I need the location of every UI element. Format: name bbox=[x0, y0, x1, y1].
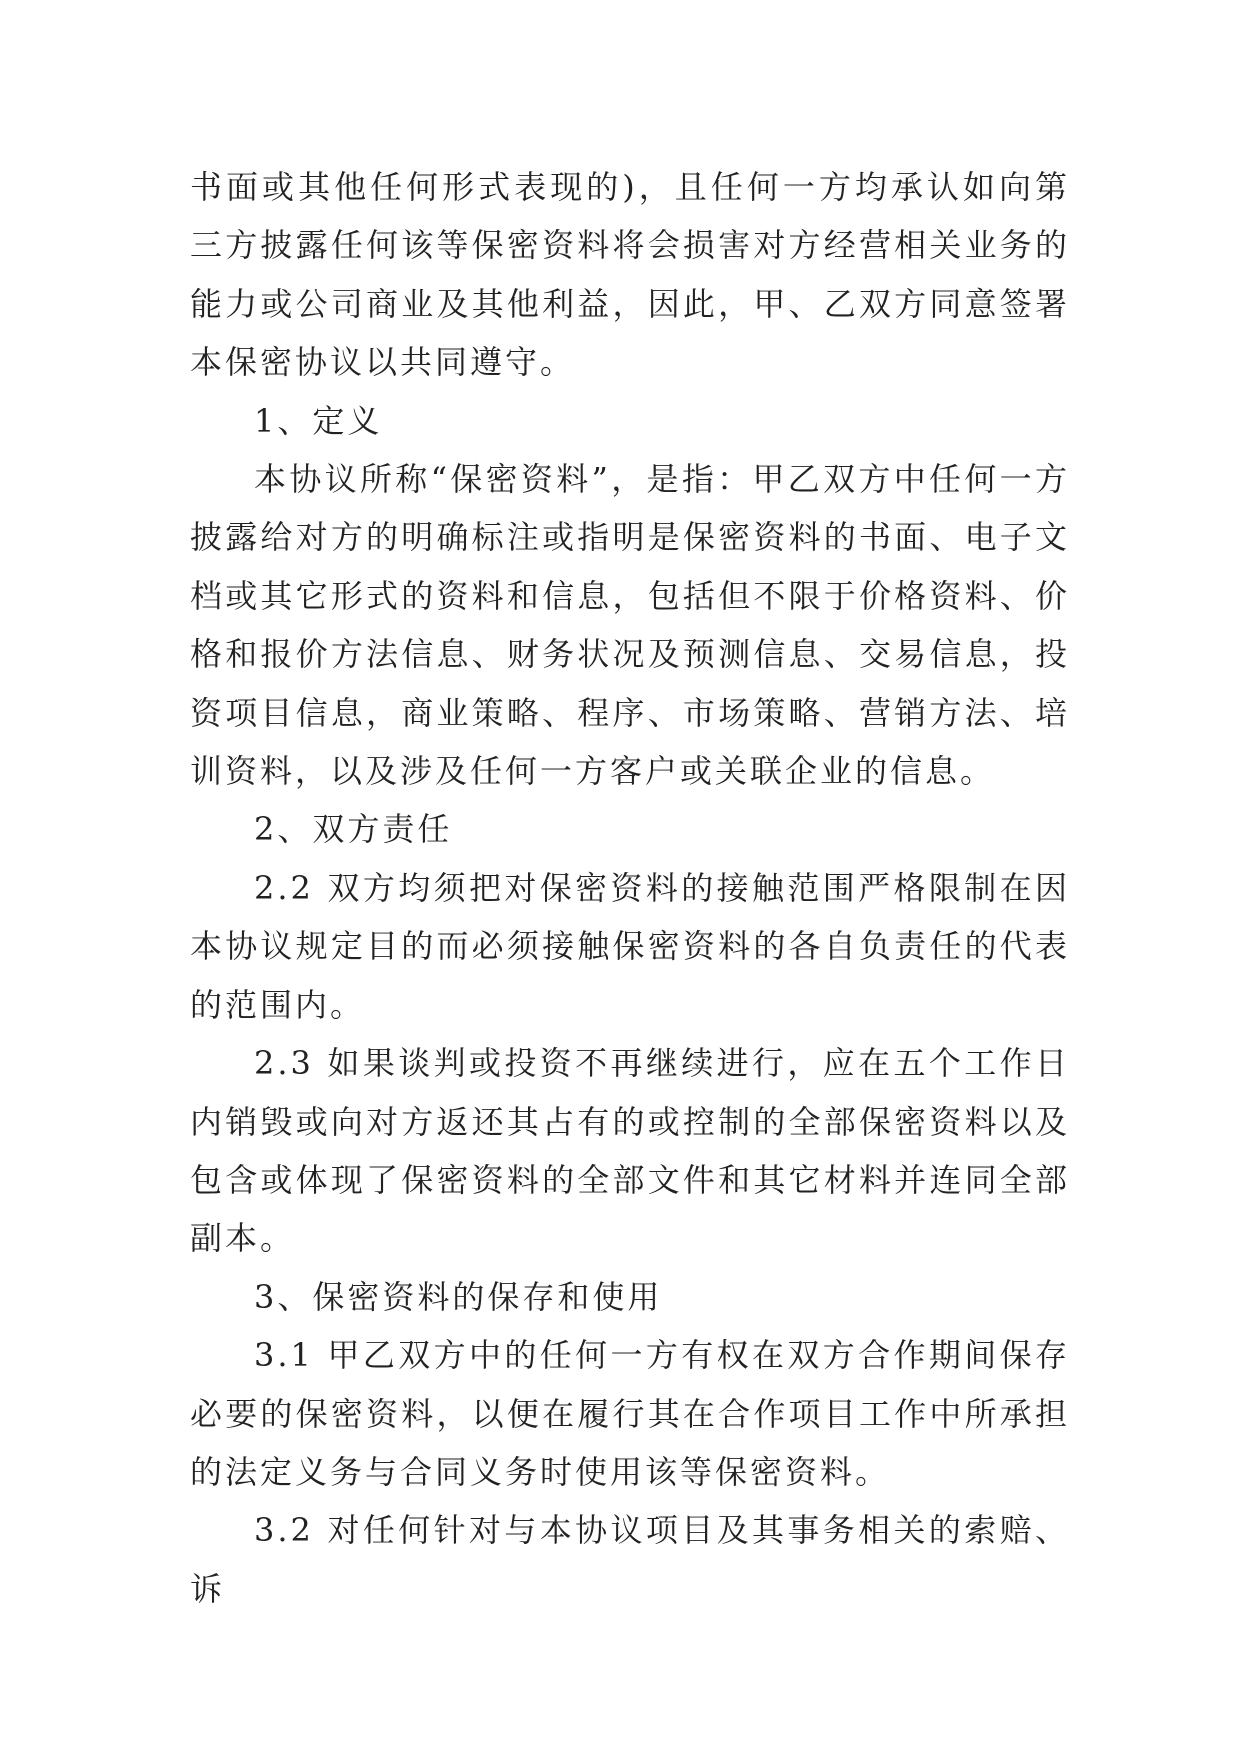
clause-2-3: 2.3 如果谈判或投资不再继续进行，应在五个工作日内销毁或向对方返还其占有的或控制的全部保密资料以及包含或体现了保密资料的全部文件和其它材料并连同全部副本。 bbox=[190, 1044, 1070, 1258]
clause-3-1: 3.1 甲乙双方中的任何一方有权在双方合作期间保存必要的保密资料，以便在履行其在合作项目工作中所承担的法定义务与合同义务时使用该等保密资料。 bbox=[190, 1336, 1070, 1491]
section-heading-storage-and-use: 3、保密资料的保存和使用 bbox=[254, 1277, 663, 1316]
paragraph-intro-continued: 书面或其他任何形式表现的)，且任何一方均承认如向第三方披露任何该等保密资料将会损害对方经营相关业务的能力或公司商业及其他利益，因此，甲、乙双方同意签署本保密协议以共同遵守。 bbox=[190, 168, 1070, 382]
paragraph-definitions: 本协议所称“保密资料”，是指：甲乙双方中任何一方披露给对方的明确标注或指明是保密资料的书面、电子文档或其它形式的资料和信息，包括但不限于价格资料、价格和报价方法信息、财务状况及预测信息、交易信息，投资项目信息，商业策略、程序、市场策略、营销方法、培训资料，以及涉及任何一方客户或关联企业的信息。 bbox=[190, 460, 1070, 791]
document-body bbox=[190, 158, 1070, 1618]
clause-3-2: 3.2 对任何针对与本协议项目及其事务相关的索赔、诉 bbox=[190, 1511, 1070, 1608]
section-heading-definitions: 1、定义 bbox=[254, 401, 383, 440]
section-heading-responsibilities: 2、双方责任 bbox=[254, 810, 453, 849]
clause-2-2: 2.2 双方均须把对保密资料的接触范围严格限制在因本协议规定目的而必须接触保密资料的各自负责任的代表的范围内。 bbox=[190, 868, 1070, 1024]
